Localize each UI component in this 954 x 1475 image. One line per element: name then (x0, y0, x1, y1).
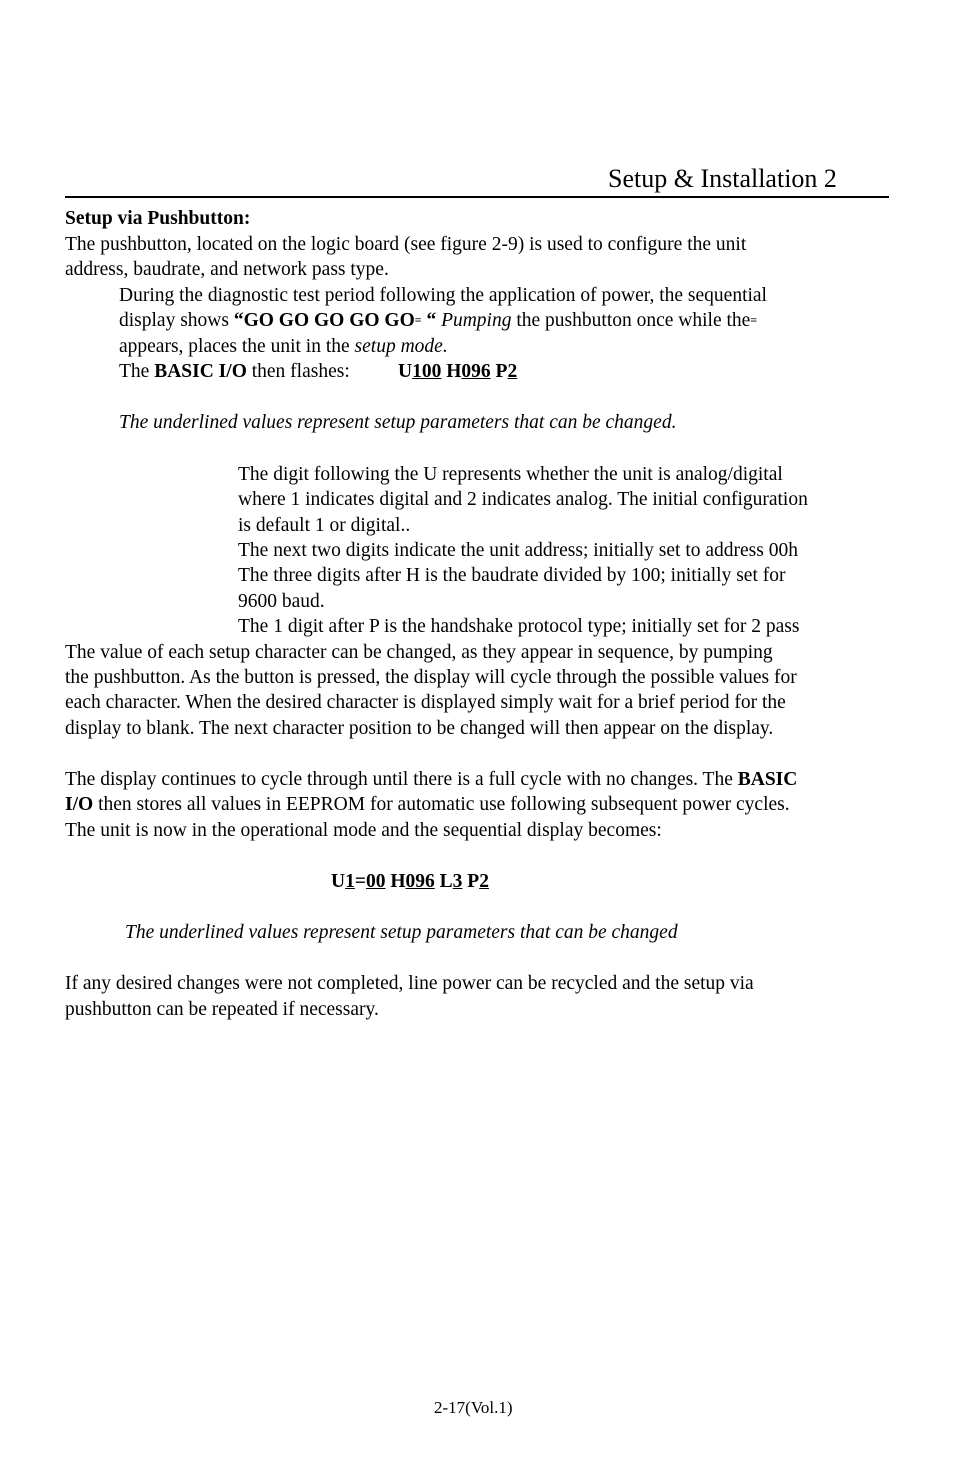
intro-line-2: address, baudrate, and network pass type. (65, 259, 389, 280)
description-line-3: is default 1 or digital.. (238, 515, 411, 536)
header-divider (65, 196, 889, 198)
final-line-1: If any desired changes were not completed, line power can be recycled and the setup via (65, 973, 754, 994)
description-line-7: The 1 digit after P is the handshake protocol type; initially set for 2 pass (238, 616, 800, 637)
triple-bar-icon: ≡ (750, 313, 758, 327)
operational-code-display: U1=00 H096 L3 P2 (331, 871, 489, 892)
flash-line: The BASIC I/O then flashes: (119, 361, 350, 382)
description-line-6: 9600 baud. (238, 591, 325, 612)
change-line-2: the pushbutton. As the button is pressed, the display will cycle through the possible values for (65, 667, 797, 688)
description-line-2: where 1 indicates digital and 2 indicates analog. The initial configuration (238, 489, 808, 510)
diagnostic-line-1: During the diagnostic test period following the application of power, the sequential (119, 285, 767, 306)
page-number: 2-17(Vol.1) (434, 1398, 513, 1417)
change-line-4: display to blank. The next character position to be changed will then appear on the display. (65, 718, 774, 739)
underlined-note-1: The underlined values represent setup parameters that can be changed. (119, 412, 677, 433)
change-line-3: each character. When the desired character is displayed simply wait for a brief period for the (65, 692, 786, 713)
cycle-line-3: The unit is now in the operational mode and the sequential display becomes: (65, 820, 662, 841)
underlined-note-2: The underlined values represent setup parameters that can be changed (125, 922, 678, 943)
section-heading: Setup via Pushbutton: (65, 208, 251, 229)
description-line-1: The digit following the U represents whether the unit is analog/digital (238, 464, 783, 485)
change-line-1: The value of each setup character can be changed, as they appear in sequence, by pumping (65, 642, 773, 663)
description-line-5: The three digits after H is the baudrate divided by 100; initially set for (238, 565, 786, 586)
diagnostic-line-3: appears, places the unit in the setup mode. (119, 336, 448, 357)
final-line-2: pushbutton can be repeated if necessary. (65, 999, 379, 1020)
diagnostic-line-2: display shows “GO GO GO GO GO≡ “ Pumping the pushbutton once while the≡ (119, 310, 758, 331)
description-line-4: The next two digits indicate the unit address; initially set to address 00h (238, 540, 798, 561)
cycle-line-1: The display continues to cycle through until there is a full cycle with no changes. The BASIC (65, 769, 798, 790)
cycle-line-2: I/O then stores all values in EEPROM for automatic use following subsequent power cycles. (65, 794, 790, 815)
intro-line-1: The pushbutton, located on the logic board (see figure 2-9) is used to configure the unit (65, 234, 747, 255)
setup-code-display: U100 H096 P2 (398, 361, 518, 382)
triple-bar-icon: ≡ (414, 313, 422, 327)
page-header-title: Setup & Installation 2 (608, 164, 837, 193)
